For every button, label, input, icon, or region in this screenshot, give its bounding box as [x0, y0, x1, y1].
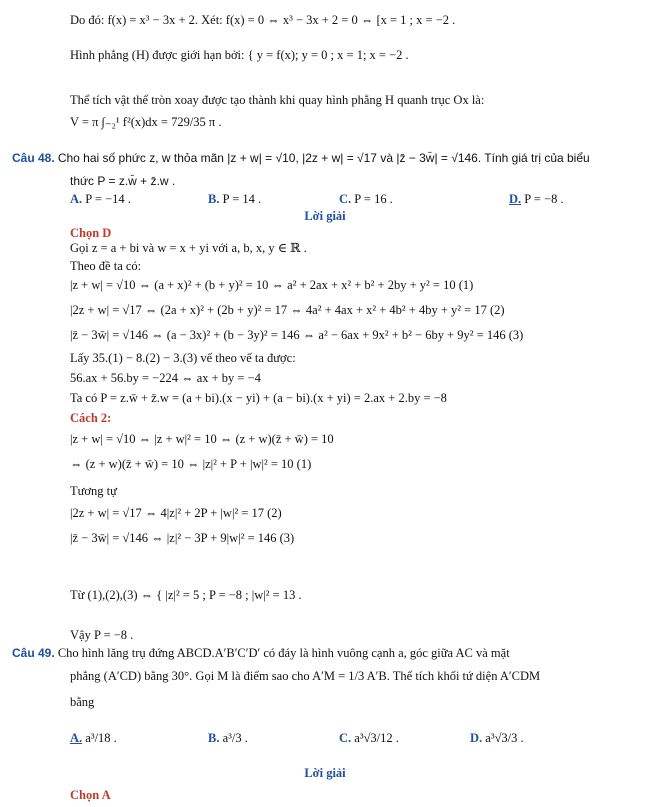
step-line: Ta có P = z.w̄ + z̄.w = (a + bi).(x − yi) + (a − bi).(x + yi) = 2.ax + 2.by = −8	[70, 391, 447, 405]
step-line: Từ (1),(2),(3) ⇔ { |z|² = 5 ; P = −8 ; |w|² = 13 .	[70, 588, 302, 602]
method-2-title: Cách 2:	[70, 411, 112, 425]
question-48	[12, 150, 590, 166]
solution-title: Lời giải	[304, 209, 346, 223]
question-text-cont: phẳng (A′CD) bằng 30°. Gọi M là điểm sao cho A′M = 1/3 A′B. Thể tích khối tứ diện A′CDM	[70, 669, 541, 683]
step-line: ⇔ (z + w)(z̄ + w̄) = 10 ⇔ |z|² + P + |w|² = 10 (1)	[70, 457, 312, 471]
text-line: V = π ∫₋₂¹ f²(x)dx = 729/35 π .	[70, 115, 222, 129]
option-b: B. P = 14 .	[208, 192, 262, 206]
question-text-cont: thức P = z.w̄ + z̄.w .	[70, 174, 176, 188]
option-a: A. a³/18 .	[70, 731, 117, 745]
text-line: Thể tích vật thể tròn xoay được tạo thành khi quay hình phẳng H quanh trục Ox là:	[70, 93, 485, 107]
step-line: |z + w| = √10 ⇔ (a + x)² + (b + y)² = 10 ⇔ a² + 2ax + x² + b² + 2by + y² = 10 (1)	[70, 278, 474, 292]
step-line: Gọi z = a + bi và w = x + yi với a, b, x, y ∈ ℝ .	[70, 241, 307, 255]
option-d: D. a³√3/3 .	[470, 731, 524, 745]
step-line: Theo đề ta có:	[70, 259, 142, 273]
option-c: C. a³√3/12 .	[339, 731, 399, 745]
step-line: |2z + w| = √17 ⇔ 4|z|² + 2P + |w|² = 17 (2)	[70, 506, 282, 520]
solution-title: Lời giải	[304, 766, 346, 780]
chon-answer: Chọn A	[70, 788, 111, 802]
question-label: Câu 49.	[12, 646, 55, 660]
text-line: Do đó: f(x) = x³ − 3x + 2. Xét: f(x) = 0 ⇔ x³ − 3x + 2 = 0 ⇔ [x = 1 ; x = −2 .	[70, 13, 456, 27]
option-b: B. a³/3 .	[208, 731, 248, 745]
question-49	[12, 645, 510, 661]
option-a: A. P = −14 .	[70, 192, 131, 206]
chon-answer: Chọn D	[70, 226, 112, 240]
step-line: Lấy 35.(1) − 8.(2) − 3.(3) vế theo vế ta được:	[70, 351, 296, 365]
option-c: C. P = 16 .	[339, 192, 393, 206]
step-line: |z̄ − 3w̄| = √146 ⇔ |z|² − 3P + 9|w|² = 146 (3)	[70, 531, 295, 545]
step-line: |2z + w| = √17 ⇔ (2a + x)² + (2b + y)² = 17 ⇔ 4a² + 4ax + x² + 4b² + 4by + y² = 17 (2)	[70, 303, 505, 317]
step-line: Vậy P = −8 .	[70, 628, 134, 642]
text-line: Hình phẳng (H) được giới hạn bởi: { y = f(x); y = 0 ; x = 1; x = −2 .	[70, 48, 409, 62]
step-line: |z̄ − 3w̄| = √146 ⇔ (a − 3x)² + (b − 3y)² = 146 ⇔ a² − 6ax + 9x² + b² − 6by + 9y² = 146 (3)	[70, 328, 524, 342]
question-text-cont: bằng	[70, 695, 95, 709]
step-line: |z + w| = √10 ⇔ |z + w|² = 10 ⇔ (z + w)(z̄ + w̄) = 10	[70, 432, 334, 446]
question-text: Cho hai số phức z, w thỏa mãn |z + w| = √10, |2z + w| = √17 và |z̄ − 3w̄| = √146. Tính giá trị của biểu	[57, 151, 590, 165]
question-label: Câu 48.	[12, 151, 55, 165]
step-line: 56.ax + 56.by = −224 ⇔ ax + by = −4	[70, 371, 261, 385]
question-text: Cho hình lăng trụ đứng ABCD.A′B′C′D′ có đáy là hình vuông cạnh a, góc giữa AC và mặt	[57, 646, 510, 660]
option-d: D. P = −8 .	[509, 192, 564, 206]
step-line: Tương tự	[70, 484, 117, 498]
